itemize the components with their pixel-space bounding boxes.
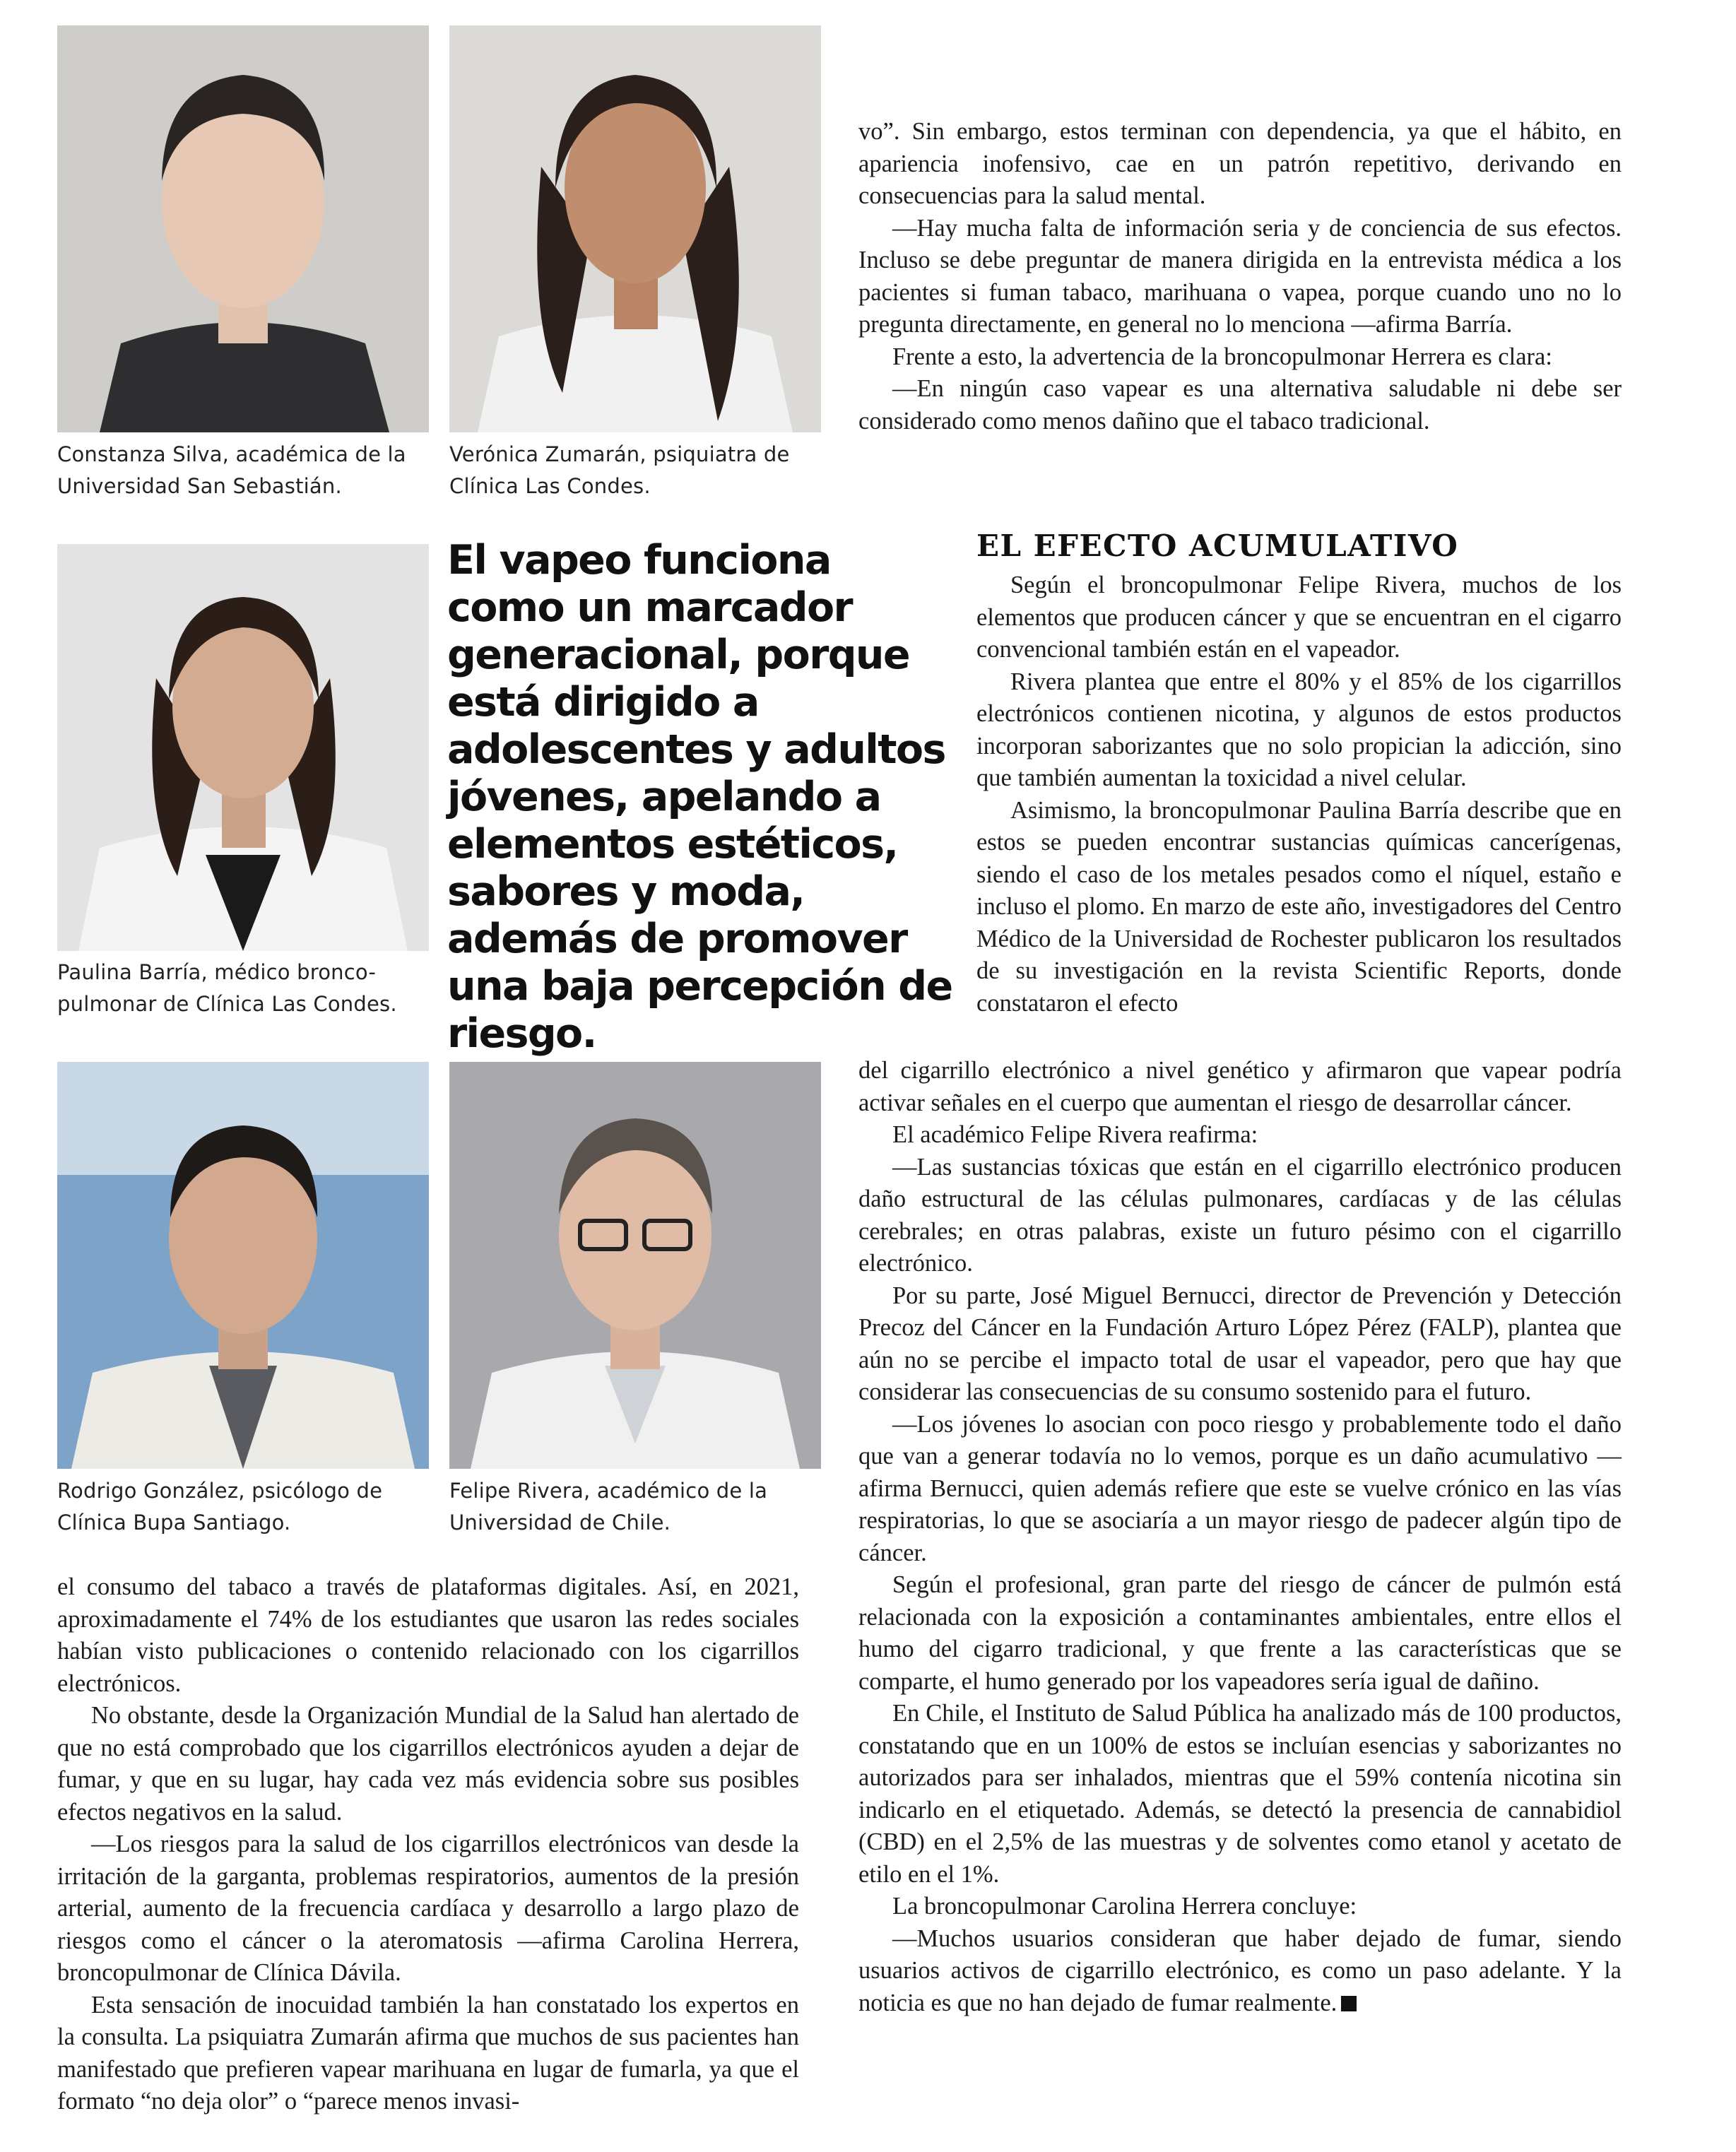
paragraph: —Los riesgos para la salud de los cigarrillos electrónicos van desde la irritación de la garganta, problemas respiratorios, aumentos de la presión arterial, aumento de la frecuencia cardíaca y desarrollo a largo plazo de riesgos como el cáncer o la ateromatosis —afirma Carolina Herrera, broncopulmonar de Clínica Dávila. <box>57 1831 799 1986</box>
photo-paulina-barria <box>57 544 429 951</box>
paragraph: El académico Felipe Rivera reafirma: <box>892 1121 1258 1148</box>
paragraph: Frente a esto, la advertencia de la broncopulmonar Herrera es clara: <box>892 343 1552 370</box>
caption-constanza-silva: Constanza Silva, académica de la Universidad San Sebastián. <box>57 442 406 498</box>
paragraph: —Las sustancias tóxicas que están en el cigarrillo electrónico producen daño estructural de las células pulmonares, cardíacas y de las células cerebrales; en otras palabras, existe un futuro pésimo con el cigarrillo electrónico. <box>858 1153 1622 1277</box>
paragraph: del cigarrillo electrónico a nivel genético y afirmaron que vapear podría activar señales en el cuerpo que aumentan el riesgo de desarrollar cáncer. <box>858 1057 1622 1116</box>
photo-constanza-silva <box>57 25 429 432</box>
paragraph: No obstante, desde la Organización Mundial de la Salud han alertado de que no está comprobado que los cigarrillos electrónicos ayuden a dejar de fumar, y que en su lugar, hay cada vez más evidencia sobre sus posibles efectos negativos en la salud. <box>57 1702 799 1826</box>
caption-felipe-rivera: Felipe Rivera, académico de la Universidad de Chile. <box>449 1479 768 1535</box>
caption-rodrigo-gonzalez: Rodrigo González, psicólogo de Clínica Bupa Santiago. <box>57 1479 383 1535</box>
pull-quote: El vapeo funciona como un marcador generacional, porque está dirigido a adolescentes y adultos jóvenes, apelando a elementos estéticos, sabores y moda, además de promover una baja percepción de riesgo. <box>447 537 952 1057</box>
end-of-article-mark <box>1341 1996 1357 2011</box>
right-bottom-column <box>858 1055 1622 2019</box>
paragraph: —Los jóvenes lo asocian con poco riesgo y probablemente todo el daño que van a generar todavía no lo vemos, porque es un daño acumulativo —afirma Bernucci, quien además refiere que este se vuelve crónico en las vías respiratorias, lo que se asociaría a un mayor riesgo de padecer algún tipo de cáncer. <box>858 1410 1622 1566</box>
paragraph <box>858 1923 1622 2020</box>
paragraph: Rivera plantea que entre el 80% y el 85% de los cigarrillos electrónicos contienen nicotina, y algunos de estos productos incorporan saborizantes que no solo propician la adicción, sino que también aumentan la toxicidad a nivel celular. <box>976 668 1622 791</box>
right-top-column <box>858 116 1622 437</box>
photo-veronica-zumaran <box>449 25 821 432</box>
right-middle-column <box>976 569 1622 1019</box>
caption-veronica-zumaran: Verónica Zumarán, psiquiatra de Clínica Las Condes. <box>449 442 790 498</box>
paragraph: Según el profesional, gran parte del riesgo de cáncer de pulmón está relacionada con la exposición a contaminantes ambientales, entre ellos el humo del cigarro tradicional, y que frente a las características que se comparte, el humo generado por los vapeadores sería igual de dañino. <box>858 1571 1622 1695</box>
paragraph: —Hay mucha falta de información seria y de conciencia de sus efectos. Incluso se debe preguntar de manera dirigida en la entrevista médica a los pacientes si fuman tabaco, marihuana o vapea, porque cuando uno no lo pregunta directamente, en general no lo menciona —afirma Barría. <box>858 214 1622 338</box>
paragraph: La broncopulmonar Carolina Herrera concluye: <box>892 1893 1357 1920</box>
paragraph: el consumo del tabaco a través de plataformas digitales. Así, en 2021, aproximadamente el 74% de los estudiantes que usaron las redes sociales habían visto publicaciones o contenido relacionado con los cigarrillos electrónicos. <box>57 1573 799 1697</box>
paragraph: Por su parte, José Miguel Bernucci, director de Prevención y Detección Precoz del Cáncer en la Fundación Arturo López Pérez (FALP), plantea que aún no se percibe el impacto total de usar el vapeador, pero que hay que considerar las consecuencias de su consumo sostenido para el futuro. <box>858 1282 1622 1405</box>
left-bottom-column <box>57 1571 799 2118</box>
caption-paulina-barria: Paulina Barría, médico bronco-pulmonar de Clínica Las Condes. <box>57 960 397 1016</box>
paragraph: Según el broncopulmonar Felipe Rivera, muchos de los elementos que producen cáncer y que se encuentran en el cigarro convencional también están en el vapeador. <box>976 572 1622 663</box>
photo-felipe-rivera <box>449 1062 821 1469</box>
paragraph: vo”. Sin embargo, estos terminan con dependencia, ya que el hábito, en apariencia inofensivo, cae en un patrón repetitivo, derivando en consecuencias para la salud mental. <box>858 118 1622 209</box>
photo-rodrigo-gonzalez <box>57 1062 429 1469</box>
paragraph: Esta sensación de inocuidad también la han constatado los expertos en la consulta. La psiquiatra Zumarán afirma que muchos de sus pacientes han manifestado que prefieren vapear marihuana en lugar de fumarla, ya que el formato “no deja olor” o “parece menos invasi- <box>57 1991 799 2115</box>
section-heading: EL EFECTO ACUMULATIVO <box>976 528 1459 563</box>
paragraph: —En ningún caso vapear es una alternativa saludable ni debe ser considerado como menos dañino que el tabaco tradicional. <box>858 375 1622 434</box>
paragraph: En Chile, el Instituto de Salud Pública ha analizado más de 100 productos, constatando que en un 100% de estos se incluían esencias y saborizantes no autorizados para ser inhalados, mientras que el 59% contenía nicotina sin indicarlo en el etiquetado. Además, se detectó la presencia de cannabidiol (CBD) en el 2,5% de las muestras y de solventes como etanol y acetato de etilo en el 1%. <box>858 1700 1622 1888</box>
paragraph: Asimismo, la broncopulmonar Paulina Barría describe que en estos se pueden encontrar sustancias químicas cancerígenas, siendo el caso de los metales pesados como el níquel, estaño e incluso el plomo. En marzo de este año, investigadores del Centro Médico de la Universidad de Rochester publicaron los resultados de su investigación en la revista Scientific Reports, donde constataron el efecto <box>976 796 1622 1017</box>
final-paragraph-text: —Muchos usuarios consideran que haber dejado de fumar, siendo usuarios activos de cigarrillo electrónico, es como un paso adelante. Y la noticia es que no han dejado de fumar realmente. <box>858 1925 1622 2016</box>
